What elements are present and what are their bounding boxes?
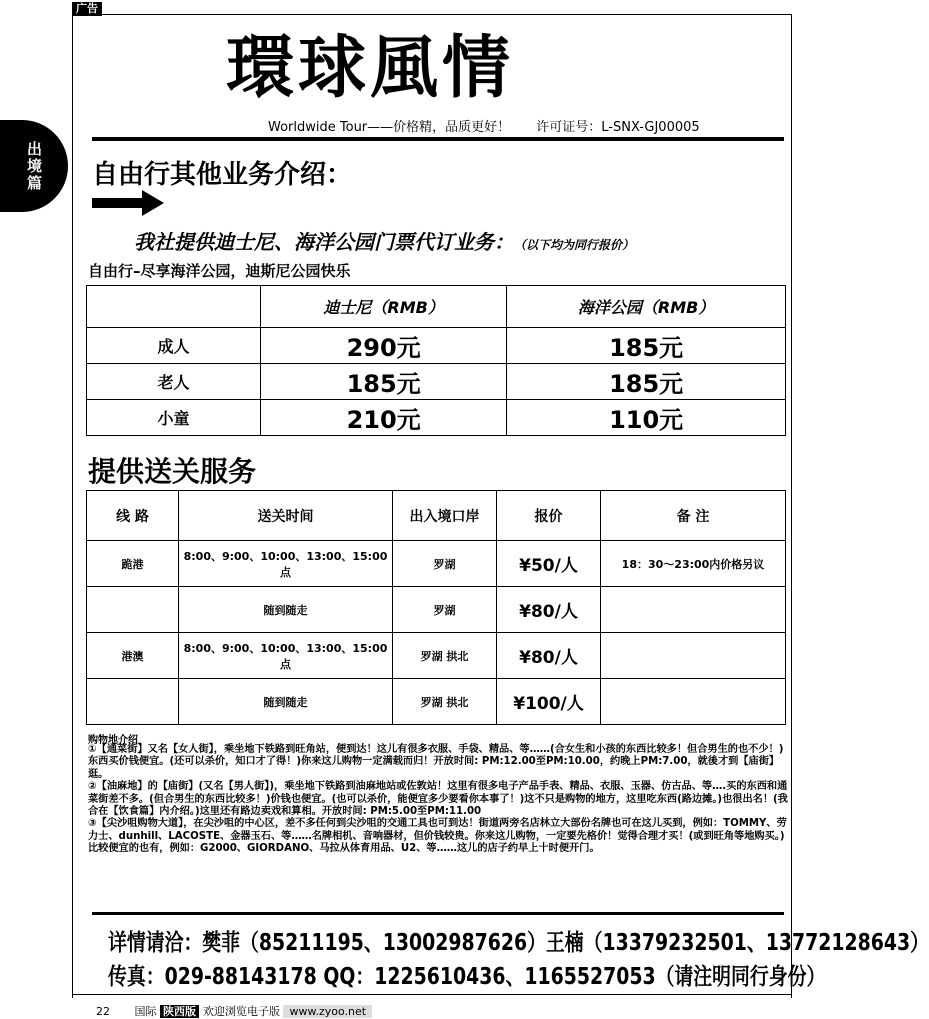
ticket-note: （以下均为同行报价） bbox=[520, 238, 635, 252]
service-note bbox=[601, 679, 786, 725]
table-row bbox=[87, 328, 786, 364]
ocean-price: 110元 bbox=[507, 400, 786, 436]
shopping-list bbox=[88, 744, 788, 856]
service-route: 跪港 bbox=[87, 541, 179, 587]
service-route bbox=[87, 587, 179, 633]
service-note bbox=[601, 587, 786, 633]
side-tab-label: 出境篇 bbox=[25, 140, 43, 192]
ocean-price: 185元 bbox=[507, 328, 786, 364]
section-side-tab bbox=[0, 120, 68, 212]
service-header-row bbox=[87, 491, 786, 541]
section1-title: 自由行其他业务介绍： bbox=[92, 160, 353, 190]
ticket-header-disney: 迪士尼（RMB） bbox=[261, 286, 507, 328]
service-time: 随到随走 bbox=[179, 679, 393, 725]
ocean-price: 185元 bbox=[507, 364, 786, 400]
header-divider bbox=[92, 137, 784, 141]
ticket-header-blank bbox=[87, 286, 261, 328]
tagline-text: Worldwide Tour——价格精，品质更好！ bbox=[268, 120, 511, 135]
page-number: 22 bbox=[96, 1005, 110, 1018]
service-route: 港澳 bbox=[87, 633, 179, 679]
shopping-item: ③【尖沙咀购物大道】，在尖沙咀的中心区，差不多任何到尖沙咀的交通工具也可到达！街道两旁名店林立大部份名牌也可在这儿买到，例如：TOMMY、劳力士、dunhill、LACOSTE、金器玉石、等……名牌相机、音响器材，但价钱较贵。你来这儿购物，一定要先格价！觉得合理才买！(或到旺角等地购买。)比较便宜的也有，例如：G2000、GIORDANO、马拉从体育用品、U2、等……这儿的店子约早上十时便开门。 bbox=[88, 818, 787, 855]
ticket-subtitle: 自由行–尽享海洋公园，迪斯尼公园快乐 bbox=[88, 262, 351, 280]
service-header-time: 送关时间 bbox=[179, 491, 393, 541]
ticket-row-label: 小童 bbox=[87, 400, 261, 436]
disney-price: 185元 bbox=[261, 364, 507, 400]
license-number: 许可证号：L-SNX-GJ00005 bbox=[536, 120, 700, 135]
service-route bbox=[87, 679, 179, 725]
service-price: ¥80/人 bbox=[497, 587, 601, 633]
table-row bbox=[87, 400, 786, 436]
service-price: ¥50/人 bbox=[497, 541, 601, 587]
section2-title: 提供送关服务 bbox=[88, 455, 257, 488]
ticket-header-row bbox=[87, 286, 786, 328]
ticket-row-label: 老人 bbox=[87, 364, 261, 400]
edition-badge: 陕西版 bbox=[160, 1005, 199, 1018]
contact-line-2: 传真：029-88143178 QQ：1225610436、1165527053（请注明同行身份） bbox=[108, 964, 826, 990]
brand-logo-title: 環球風情 bbox=[226, 28, 515, 108]
right-arrow-icon bbox=[92, 190, 164, 216]
ticket-heading bbox=[134, 226, 634, 255]
service-note bbox=[601, 633, 786, 679]
service-time: 8:00、9:00、10:00、13:00、15:00点 bbox=[179, 633, 393, 679]
footer-welcome: 欢迎浏览电子版 bbox=[202, 1005, 280, 1018]
disney-price: 290元 bbox=[261, 328, 507, 364]
service-price: ¥80/人 bbox=[497, 633, 601, 679]
border-service-table bbox=[86, 490, 786, 725]
service-port: 罗湖 拱北 bbox=[393, 633, 497, 679]
contact-divider bbox=[92, 912, 784, 915]
service-price: ¥100/人 bbox=[497, 679, 601, 725]
service-time: 8:00、9:00、10:00、13:00、15:00点 bbox=[179, 541, 393, 587]
footer-section: 国际 bbox=[134, 1005, 157, 1018]
service-header-price: 报价 bbox=[497, 491, 601, 541]
table-row bbox=[87, 541, 786, 587]
table-row bbox=[87, 633, 786, 679]
service-header-port: 出入境口岸 bbox=[393, 491, 497, 541]
table-row bbox=[87, 364, 786, 400]
service-header-note: 备 注 bbox=[601, 491, 786, 541]
disney-price: 210元 bbox=[261, 400, 507, 436]
shopping-item: ①【通菜街】又名【女人街】，乘坐地下铁路到旺角站，便到达！这儿有很多衣服、手袋、精品、等……(合女生和小孩的东西比较多！但合男生的也不少！)东西买价钱便宜。(还可以杀价，知口才了得！)你来这儿购物一定满载而归！开放时间: PM:12.00至PM:10.00，约晚上PM:7.00，就後才到【庙街】逛。 bbox=[88, 744, 784, 780]
service-time: 随到随走 bbox=[179, 587, 393, 633]
ticket-row-label: 成人 bbox=[87, 328, 261, 364]
ticket-heading-text: 我社提供迪士尼、海洋公园门票代订业务： bbox=[134, 230, 514, 254]
service-header-route: 线 路 bbox=[87, 491, 179, 541]
table-row bbox=[87, 587, 786, 633]
ad-tag: 广告 bbox=[72, 2, 102, 16]
footer-url-link[interactable]: www.zyoo.net bbox=[283, 1005, 372, 1018]
service-port: 罗湖 bbox=[393, 587, 497, 633]
contact-line-1: 详情请洽：樊菲（85211195、13002987626）王楠（13379232501、13772128643） bbox=[108, 930, 929, 956]
shopping-item: ②【油麻地】的【庙街】(又名【男人街】)，乘坐地下铁路到油麻地站或佐敦站！这里有很多电子产品手表、精品、衣服、玉器、仿古品、等….买的东西和通菜街差不多。(但合男生的东西比较多！)价钱也便宜。(也可以杀价，能便宜多少要看你本事了！)这不只是购物的地方，这里吃东西(路边摊。)也很出名！(我合在【饮食篇】内介绍。)这里还有路边卖戏和算相。开放时间: PM:5.00至PM:11.00 bbox=[88, 781, 788, 818]
shopping-title: 购物地介绍 bbox=[88, 735, 138, 746]
service-note: 18：30～23:00内价格另议 bbox=[601, 541, 786, 587]
ticket-price-table bbox=[86, 285, 786, 436]
tagline bbox=[268, 116, 700, 135]
service-port: 罗湖 bbox=[393, 541, 497, 587]
table-row bbox=[87, 679, 786, 725]
ticket-header-ocean: 海洋公园（RMB） bbox=[507, 286, 786, 328]
page-footer bbox=[96, 1003, 372, 1019]
service-port: 罗湖 拱北 bbox=[393, 679, 497, 725]
footer-divider bbox=[72, 994, 792, 995]
